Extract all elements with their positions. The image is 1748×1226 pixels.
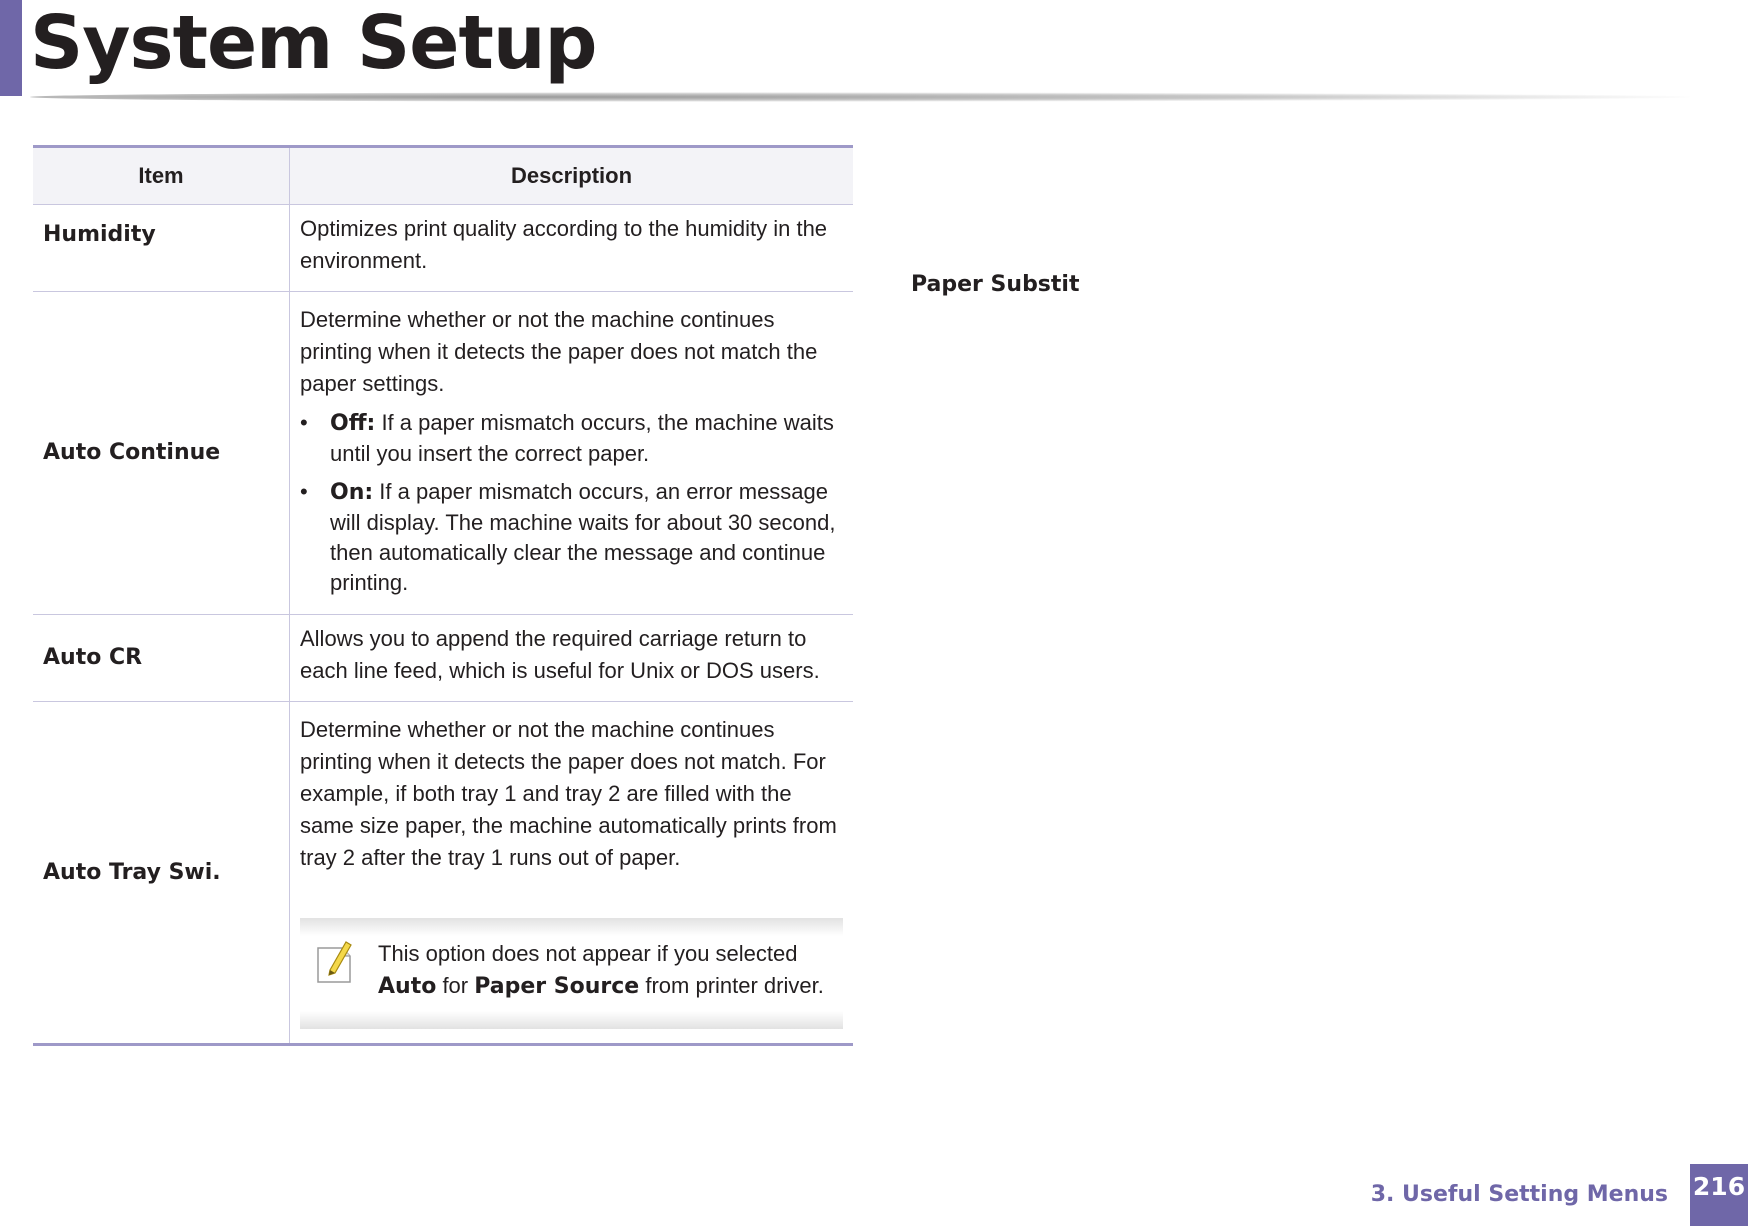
column-header-description: Description — [290, 147, 854, 205]
description-text: Determine whether or not the machine continues printing when it detects the paper does not match. For example, if both tray 1 and tray 2 are filled with the same size paper, the machine automatically prints from tray 2 after the tray 1 runs out of paper. — [300, 717, 837, 870]
row-item-auto-tray-switch: Auto Tray Swi. — [33, 702, 290, 1045]
page-title: System Setup — [30, 0, 597, 86]
table-row — [33, 292, 853, 615]
list-item — [300, 408, 843, 469]
row-description — [290, 292, 854, 615]
bullet-marker: • — [300, 410, 308, 435]
list-item — [300, 477, 843, 598]
description-text: Determine whether or not the machine continues printing when it detects the paper does not match the paper settings. — [300, 307, 818, 396]
paper-substitution-heading: Paper Substit — [911, 272, 1080, 297]
option-text: If a paper mismatch occurs, an error message will display. The machine waits for about 30 second, then automatically clear the message and continue printing. — [330, 479, 836, 595]
description-text: Optimizes print quality according to the humidity in the environment. — [300, 216, 828, 273]
option-term: Off: — [330, 411, 376, 436]
row-item-auto-continue: Auto Continue — [33, 292, 290, 615]
note-text: for — [436, 973, 475, 998]
header-accent-bar — [0, 0, 22, 96]
title-divider — [30, 92, 1690, 102]
note-text: from printer driver. — [639, 973, 824, 998]
column-header-item: Item — [33, 147, 290, 205]
settings-table — [33, 145, 853, 1046]
note-option-auto: Auto — [378, 974, 437, 999]
footer-section-label: 3. Useful Setting Menus — [1370, 1182, 1668, 1207]
row-description — [290, 615, 854, 702]
table-header-row — [33, 147, 853, 205]
table-row — [33, 615, 853, 702]
row-description — [290, 702, 854, 1045]
row-description — [290, 205, 854, 292]
table-row — [33, 205, 853, 292]
note-option-paper-source: Paper Source — [474, 974, 640, 999]
bullet-marker: • — [300, 479, 308, 504]
row-item-humidity: Humidity — [33, 205, 290, 292]
note-box — [300, 918, 843, 1029]
description-text: Allows you to append the required carriage return to each line feed, which is useful for Unix or DOS users. — [300, 626, 820, 683]
option-text: If a paper mismatch occurs, the machine waits until you insert the correct paper. — [330, 410, 834, 466]
page-number-badge: 216 — [1690, 1164, 1748, 1226]
note-pencil-icon — [316, 940, 354, 984]
table-row — [33, 702, 853, 1045]
option-list — [300, 408, 843, 598]
option-term: On: — [330, 480, 374, 505]
note-text: This option does not appear if you selected — [378, 941, 798, 966]
row-item-auto-cr: Auto CR — [33, 615, 290, 702]
